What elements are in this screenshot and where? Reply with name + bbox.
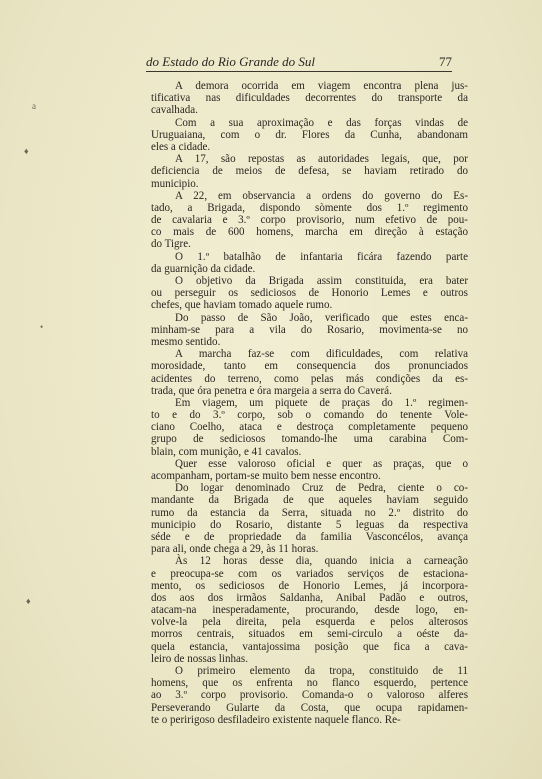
margin-speck: ♦ xyxy=(24,146,29,156)
margin-speck: ♦ xyxy=(26,596,31,606)
text-line: co mais de 600 homens, marcha em direção à estação xyxy=(151,226,468,239)
text-line: Com a sua aproximação e das forças vindas de xyxy=(175,116,468,129)
text-line: O 1.º batalhão de infantaria ficára fazendo parte xyxy=(175,250,468,263)
text-line: eles a cidade. xyxy=(151,140,211,153)
text-line: atacam-na inesperadamente, procurando, desde logo, en- xyxy=(151,604,468,617)
text-line: deficiencia de meios de defesa, se haviam retirado do xyxy=(151,165,468,178)
text-line: te o peririgoso desfiladeiro existente naquele flanco. Re- xyxy=(151,713,401,726)
text-line: da guarnição da cidade. xyxy=(151,262,256,275)
text-line: A 17, são repostas as autoridades legais, que, por xyxy=(175,153,468,166)
text-line: volve-la pela direita, pela esquerda e pelos alterosos xyxy=(151,616,468,629)
text-line: mento, os sediciosos de Honorio Lemes, já incorpora- xyxy=(151,579,468,592)
text-line: Perseverando Gularte da Costa, que ocupa rapidamen- xyxy=(151,701,468,714)
text-line: tificativa nas dificuldades decorrentes do transporte da xyxy=(151,92,468,105)
text-line: morros centrais, situados em semi-circulo a oéste da- xyxy=(151,628,468,641)
text-line: rumo da estancia da Serra, situada no 2.º distrito do xyxy=(151,506,468,519)
text-line: municipio. xyxy=(151,177,199,190)
text-line: O primeiro elemento da tropa, constituido de 11 xyxy=(175,665,468,677)
text-line: morosidade, tanto em consequencia dos pronunciados xyxy=(151,360,468,373)
text-line: Uruguaiana, com o dr. Flores da Cunha, abandonam xyxy=(151,128,468,141)
paragraph xyxy=(151,312,468,349)
paragraph xyxy=(151,665,468,726)
paragraph xyxy=(151,555,468,665)
paragraph xyxy=(151,275,468,312)
running-header xyxy=(146,54,452,72)
paragraph xyxy=(151,397,468,458)
text-line: mandante da Brigada de que aqueles haviam seguido xyxy=(151,494,468,507)
text-line: ciano Coelho, ataca e destroça completamente pequeno xyxy=(151,421,468,434)
paragraph xyxy=(151,458,468,482)
text-line: Quer esse valoroso oficial e quer as praças, que o xyxy=(175,457,468,470)
text-line: acidentes do terreno, como pelas más condições da es- xyxy=(151,372,468,385)
text-line: tado, a Brigada, dispondo sòmente dos 1.º regimento xyxy=(151,201,468,214)
text-line: A 22, em observancia a ordens do governo do Es- xyxy=(175,189,468,202)
text-line: do Tigre. xyxy=(151,238,191,251)
text-line: mesmo sentido. xyxy=(151,335,221,348)
text-line: minham-se para a vila do Rosario, movimenta-se no xyxy=(151,323,468,336)
text-line: quela estancia, vantajossima posição que fica a cava- xyxy=(151,640,468,653)
margin-speck: • xyxy=(40,322,44,332)
paragraph xyxy=(151,190,468,251)
text-line: homens, que os enfrenta no flanco esquerdo, pertence xyxy=(151,677,468,690)
text-line: ao 3.º corpo provisorio. Comanda-o o valoroso alferes xyxy=(151,689,468,702)
text-line: trada, que óra penetra e óra margeia a serra do Caverá. xyxy=(151,384,392,397)
text-line: acompanham, portam-se muito bem nesse encontro. xyxy=(151,470,381,482)
paragraph xyxy=(151,153,468,190)
text-line: cavalhada. xyxy=(151,104,198,117)
text-line: to e do 3.º corpo, sob o comando do tenente Vole- xyxy=(151,409,468,422)
text-line: Em viagem, um piquete de praças do 1.º regimen- xyxy=(175,396,468,409)
text-line: chefes, que haviam tomado aquele rumo. xyxy=(151,299,333,312)
text-line: Do passo de São João, verificado que estes enca- xyxy=(175,311,468,324)
text-line: Do logar denominado Cruz de Pedra, ciente o co- xyxy=(175,482,468,495)
text-line: ou perseguir os sediciosos de Honorio Lemes e outros xyxy=(151,287,468,300)
text-line: grupo de sediciosos tomando-lhe uma carabina Com- xyxy=(151,433,468,446)
text-line: séde e de propriedade da familia Vasconcélos, avança xyxy=(151,530,468,543)
text-line: O objetivo da Brigada assim constituida, era bater xyxy=(175,275,468,287)
text-line: de cavalaria e 3.º corpo provisorio, num efetivo de pou- xyxy=(151,214,468,227)
paragraph xyxy=(151,251,468,275)
text-line: dos aos dos irmãos Saldanha, Anibal Padão e outros, xyxy=(151,591,468,604)
paragraph xyxy=(151,348,468,397)
text-line: leiro de nossas linhas. xyxy=(151,652,248,665)
paragraph xyxy=(151,482,468,555)
paragraph xyxy=(151,117,468,154)
text-line: A demora ocorrida em viagem encontra plena jus- xyxy=(175,80,468,92)
text-line: Às 12 horas desse dia, quando inicia a carneação xyxy=(175,555,468,568)
body-text xyxy=(151,80,468,726)
margin-speck: a xyxy=(32,101,36,111)
running-title: do Estado do Rio Grande do Sul xyxy=(146,54,315,69)
paragraph xyxy=(151,80,468,117)
text-line: A marcha faz-se com dificuldades, com relativa xyxy=(175,348,468,361)
text-line: municipio do Rosario, distante 5 leguas da respectiva xyxy=(151,518,468,531)
text-line: para ali, onde chega a 29, às 11 horas. xyxy=(151,543,319,556)
text-line: e preocupa-se com os variados serviços de estaciona- xyxy=(151,567,468,580)
text-line: blain, com munição, e 41 cavalos. xyxy=(151,445,302,458)
page-number: 77 xyxy=(439,54,452,69)
